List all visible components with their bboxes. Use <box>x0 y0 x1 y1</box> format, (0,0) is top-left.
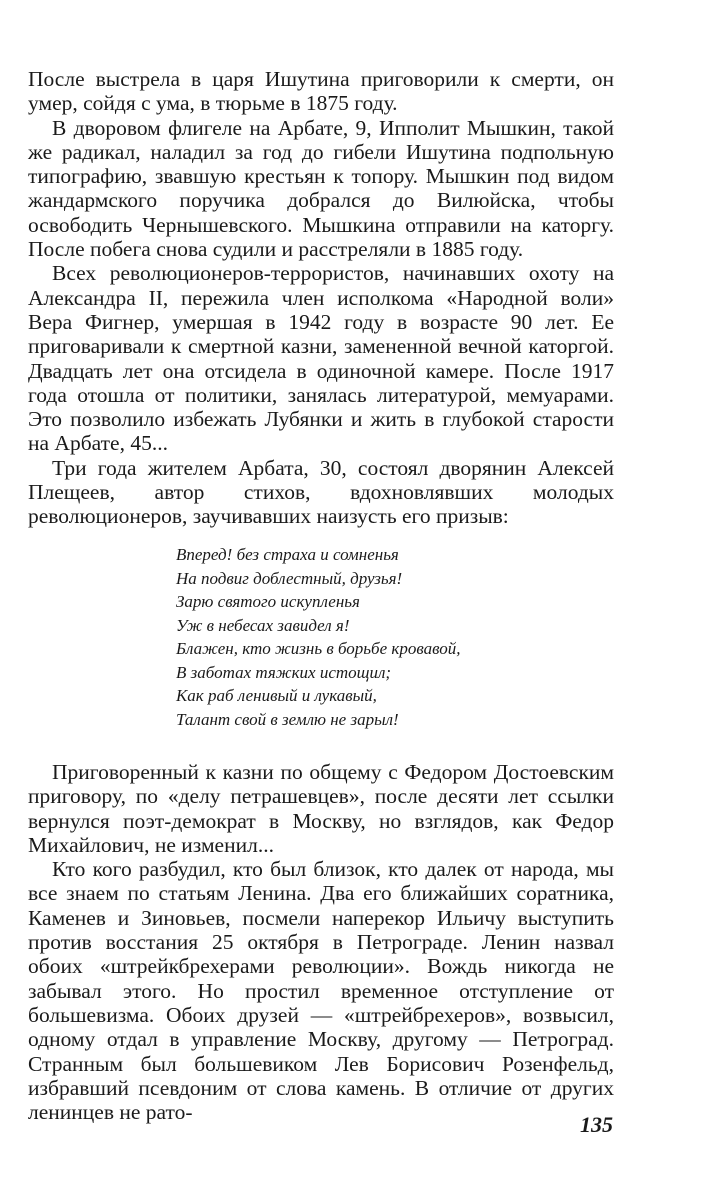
page-number: 135 <box>580 1112 613 1137</box>
poem-line: Вперед! без страха и сомненья <box>176 545 399 564</box>
paragraph: Приговоренный к казни по общему с Федором Достоевским приговору, по «делу петрашевцев», после десяти лет ссылки вернулся поэт-демократ в Москву, но взглядов, как Федор Михайлович, не изменил... <box>28 760 614 857</box>
poem-line: Уж в небесах завидел я! <box>176 615 350 635</box>
poem-line: На подвиг доблестный, друзья! <box>176 568 403 588</box>
poem-block <box>176 543 461 731</box>
paragraph: Кто кого разбудил, кто был близок, кто далек от народа, мы все знаем по статьям Ленина. Два его ближайших соратника, Каменев и Зиновьев, посмели наперекор Ильичу выступить против восстания 25 октября в Петрограде. Ленин назвал обоих «штрейкбрехерами революции». Вождь никогда не забывал этого. Но простил временное отступление от большевизма. Обоих друзей — «штрейбрехеров», возвысил, одному отдал в управление Москву, другому — Петроград. Странным был большевиком Лев Борисович Розенфельд, избравший псевдоним от слова камень. В отличие от других ленинцев не рато- <box>28 857 614 1125</box>
text-block-bottom <box>28 760 614 1124</box>
poem-line: Зарю святого искупленья <box>176 592 360 611</box>
paragraph: После выстрела в царя Ишутина приговорили к смерти, он умер, сойдя с ума, в тюрьме в 1875 году. <box>28 67 614 116</box>
paragraph: Три года жителем Арбата, 30, состоял дворянин Алексей Плещеев, автор стихов, вдохновлявших молодых революционеров, заучивавших наизусть его призыв: <box>28 455 614 529</box>
poem-line: Как раб ленивый и лукавый, <box>176 686 377 705</box>
poem-line: В заботах тяжких истощил; <box>176 662 392 682</box>
paragraph: В дворовом флигеле на Арбате, 9, Ипполит Мышкин, такой же радикал, наладил за год до гибели Ишутина подпольную типографию, звавшую крестьян к топору. Мышкин под видом жандармского поручика добрался до Вилюйска, чтобы освободить Чернышевского. Мышкина отправили на каторгу. После побега снова судили и расстреляли в 1885 году. <box>28 115 614 262</box>
poem-line: Талант свой в землю не зарыл! <box>176 709 399 729</box>
paragraph: Всех революционеров-террористов, начинавших охоту на Александра II, пережила член исполкома «Народной воли» Вера Фигнер, умершая в 1942 году в возрасте 90 лет. Ее приговаривали к смертной казни, замененной вечной каторгой. Двадцать лет она отсидела в одиночной камере. После 1917 года отошла от политики, занялась литературой, мемуарами. Это позволило избежать Лубянки и жить в глубокой старости на Арбате, 45... <box>28 261 614 456</box>
text-block-top <box>28 67 614 529</box>
poem-line: Блажен, кто жизнь в борьбе кровавой, <box>176 639 461 658</box>
